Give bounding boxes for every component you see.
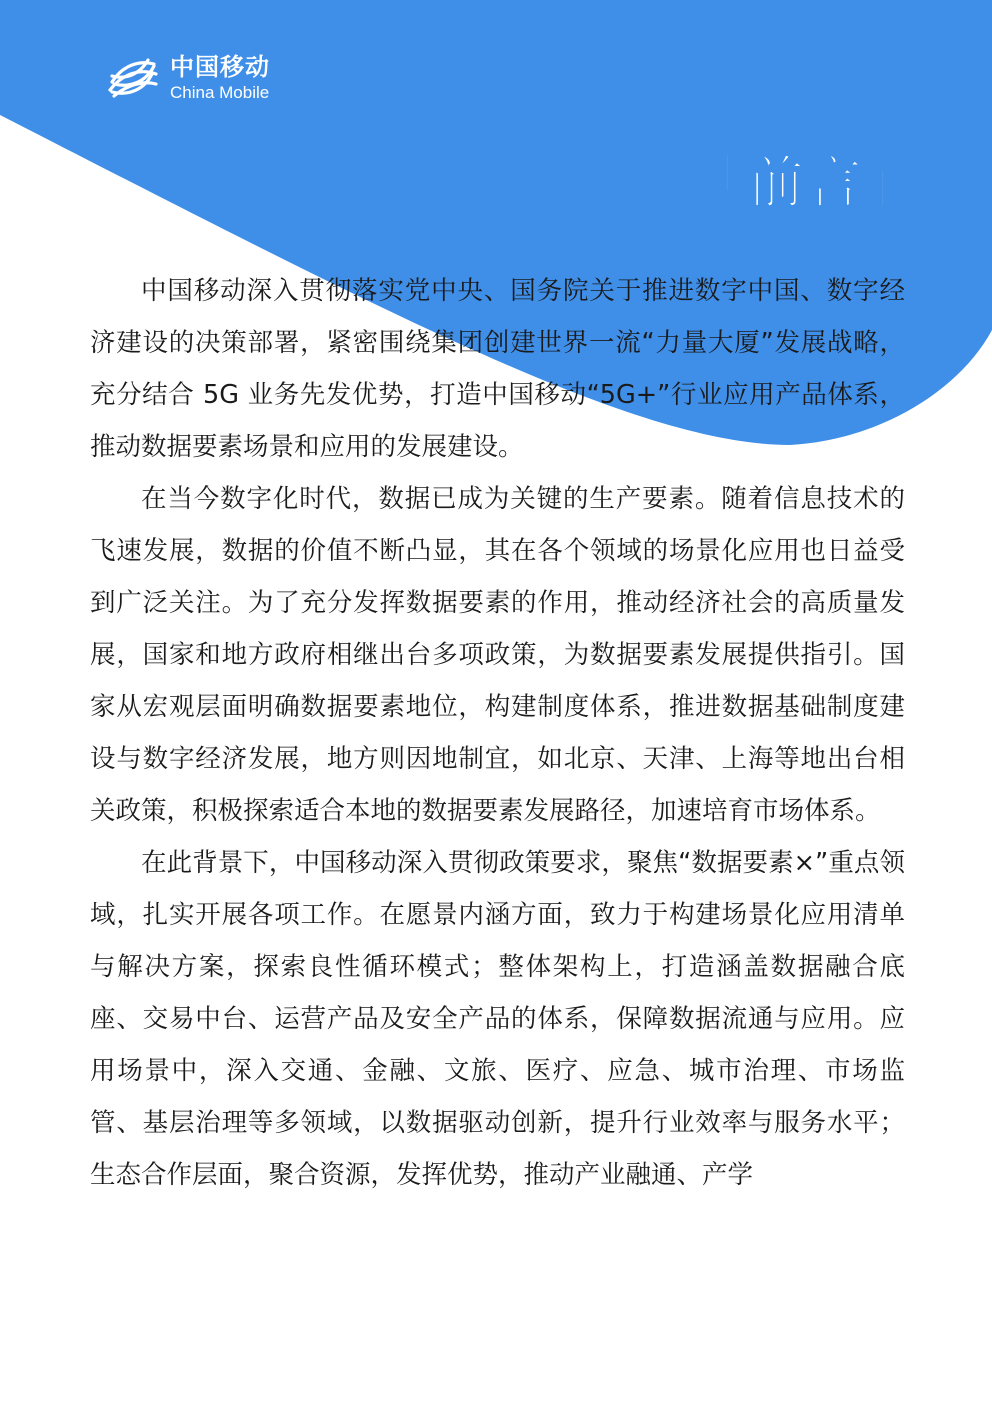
brand-name bbox=[170, 55, 270, 101]
paragraph-background: 在当今数字化时代，数据已成为关键的生产要素。随着信息技术的飞速发展，数据的价值不断凸显，其在各个领域的场景化应用也日益受到广泛关注。为了充分发挥数据要素的作用，推动经济社会的高质量发展，国家和地方政府相继出台多项政策，为数据要素发展提供指引。国家从宏观层面明确数据要素地位，构建制度体系，推进数据基础制度建设与数字经济发展，地方则因地制宜，如北京、天津、上海等地出台相关政策，积极探索适合本地的数据要素发展路径，加速培育市场体系。 bbox=[90, 484, 905, 826]
paragraph-approach: 在此背景下，中国移动深入贯彻政策要求，聚焦“数据要素×”重点领域，扎实开展各项工作。在愿景内涵方面，致力于构建场景化应用清单与解决方案，探索良性循环模式；整体架构上，打造涵盖数据融合底座、交易中台、运营产品及安全产品的体系，保障数据流通与应用。应用场景中，深入交通、金融、文旅、医疗、应急、城市治理、市场监管、基层治理等多领域，以数据驱动创新，提升行业效率与服务水平；生态合作层面，聚合资源，发挥优势，推动产业融通、产学 bbox=[90, 848, 905, 1190]
paragraph-intro: 中国移动深入贯彻落实党中央、国务院关于推进数字中国、数字经济建设的决策部署，紧密围绕集团创建世界一流“力量大厦”发展战略，充分结合 5G 业务先发优势，打造中国移动“5G+”行业应用产品体系，推动数据要素场景和应用的发展建设。 bbox=[90, 276, 905, 462]
page-title: 「前言」 bbox=[690, 151, 922, 216]
china-mobile-logo-icon bbox=[104, 52, 162, 104]
brand-name-cn: 中国移动 bbox=[170, 53, 270, 81]
brand-logo bbox=[104, 52, 270, 104]
brand-name-en: China Mobile bbox=[170, 83, 270, 102]
body-text bbox=[90, 265, 905, 1201]
